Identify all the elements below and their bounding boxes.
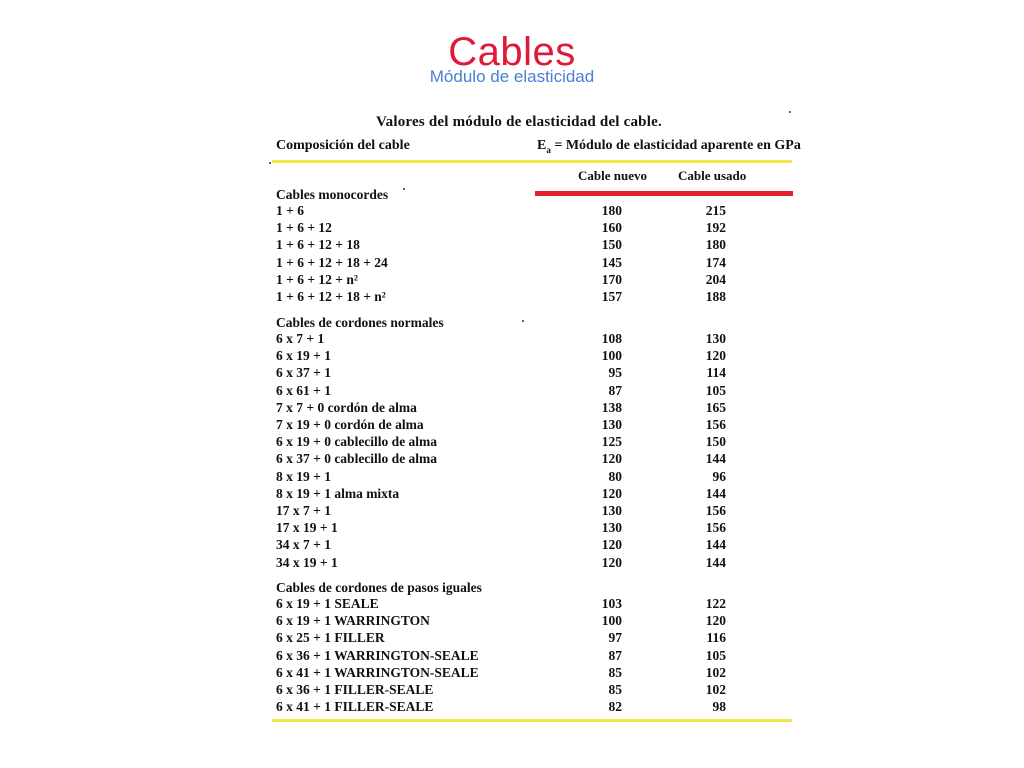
- table-row: [276, 451, 756, 468]
- composition-cell: 6 x 41 + 1 FILLER-SEALE: [276, 699, 434, 714]
- new-cable-value: 150: [601, 237, 622, 252]
- modulus-description: = Módulo de elasticidad aparente en GPa: [550, 138, 801, 153]
- new-cable-value: 120: [601, 537, 622, 552]
- used-cable-value: 192: [705, 220, 726, 235]
- scan-speck: [269, 162, 271, 164]
- new-cable-value: 130: [601, 417, 622, 432]
- table-row: [276, 203, 756, 220]
- table-row: [276, 255, 756, 272]
- used-cable-value: 144: [705, 537, 726, 552]
- used-cable-value: 144: [705, 555, 726, 570]
- used-cable-value: 120: [705, 613, 726, 628]
- composition-cell: 6 x 19 + 1: [276, 348, 331, 363]
- used-cable-value: 105: [705, 383, 726, 398]
- used-cable-value: 180: [705, 237, 726, 252]
- table-row: [276, 348, 756, 365]
- new-cable-value: 87: [608, 648, 622, 663]
- new-cable-value: 180: [601, 203, 622, 218]
- table-title: Valores del módulo de elasticidad del cable.: [376, 114, 662, 130]
- table-row: [276, 331, 756, 348]
- composition-cell: 6 x 19 + 1 WARRINGTON: [276, 613, 430, 628]
- composition-cell: 6 x 41 + 1 WARRINGTON-SEALE: [276, 665, 479, 680]
- modulus-column-header: [537, 138, 801, 155]
- table-row: [276, 682, 756, 699]
- modulus-symbol: E: [537, 138, 547, 153]
- table-row: [276, 220, 756, 237]
- table-row: [276, 469, 756, 486]
- used-cable-value: 120: [705, 348, 726, 363]
- composition-cell: 1 + 6: [276, 203, 304, 218]
- used-cable-value: 156: [705, 417, 726, 432]
- new-cable-value: 85: [608, 665, 622, 680]
- table-row: [276, 630, 756, 647]
- used-cable-value: 215: [705, 203, 726, 218]
- composition-cell: 6 x 36 + 1 WARRINGTON-SEALE: [276, 648, 479, 663]
- table-row: [276, 699, 756, 716]
- table-row: [276, 365, 756, 382]
- used-cable-value: 150: [705, 434, 726, 449]
- composition-cell: 6 x 7 + 1: [276, 331, 325, 346]
- new-cable-value: 120: [601, 451, 622, 466]
- new-cable-value: 85: [608, 682, 622, 697]
- table-row: [276, 520, 756, 537]
- used-cable-value: 98: [712, 699, 726, 714]
- new-cable-value: 82: [608, 699, 622, 714]
- composition-cell: 34 x 7 + 1: [276, 537, 331, 552]
- composition-cell: 17 x 7 + 1: [276, 503, 331, 518]
- used-cable-value: 114: [706, 365, 726, 380]
- footer-rule: [272, 719, 792, 722]
- table-row: [276, 596, 756, 613]
- new-cable-value: 170: [601, 272, 622, 287]
- header-rule: [272, 160, 792, 163]
- composition-cell: 7 x 19 + 0 cordón de alma: [276, 417, 424, 432]
- table-row: [276, 537, 756, 554]
- used-cable-value: 105: [705, 648, 726, 663]
- composition-cell: 6 x 61 + 1: [276, 383, 331, 398]
- used-cable-value: 204: [705, 272, 726, 287]
- table-row: [276, 400, 756, 417]
- composition-cell: 6 x 25 + 1 FILLER: [276, 630, 385, 645]
- new-cable-value: 108: [601, 331, 622, 346]
- table-row: [276, 503, 756, 520]
- modulus-subscript: a: [546, 144, 551, 155]
- used-cable-value: 174: [705, 255, 726, 270]
- new-cable-value: 100: [601, 613, 622, 628]
- new-cable-value: 160: [601, 220, 622, 235]
- new-cable-value: 120: [601, 486, 622, 501]
- used-cable-value: 188: [705, 289, 726, 304]
- table-row: [276, 272, 756, 289]
- table-row: [276, 555, 756, 572]
- used-cable-value: 130: [705, 331, 726, 346]
- composition-cell: 34 x 19 + 1: [276, 555, 338, 570]
- used-cable-value: 122: [705, 596, 726, 611]
- composition-cell: 17 x 19 + 1: [276, 520, 338, 535]
- table-row: [276, 383, 756, 400]
- composition-cell: 1 + 6 + 12 + 18 + n²: [276, 289, 386, 304]
- table-row: [276, 613, 756, 630]
- table-row: [276, 665, 756, 682]
- composition-cell: 8 x 19 + 1 alma mixta: [276, 486, 400, 501]
- used-cable-value: 102: [705, 682, 726, 697]
- new-cable-value: 87: [608, 383, 622, 398]
- new-cable-value: 120: [601, 555, 622, 570]
- new-cable-value: 100: [601, 348, 622, 363]
- scan-speck: [522, 320, 524, 322]
- group-label: Cables de cordones normales: [276, 315, 444, 330]
- composition-cell: 6 x 37 + 0 cablecillo de alma: [276, 451, 438, 466]
- composition-cell: 6 x 37 + 1: [276, 365, 331, 380]
- composition-cell: 8 x 19 + 1: [276, 469, 331, 484]
- group-label: Cables monocordes: [276, 187, 389, 202]
- new-cable-value: 80: [608, 469, 622, 484]
- used-cable-value: 116: [706, 630, 726, 645]
- new-cable-subheader: Cable nuevo: [578, 168, 647, 183]
- composition-cell: 1 + 6 + 12 + n²: [276, 272, 358, 287]
- slide-title: Cables: [448, 30, 576, 74]
- scan-speck: [403, 188, 405, 190]
- scan-speck: [789, 111, 791, 113]
- new-cable-value: 103: [601, 596, 622, 611]
- new-cable-value: 138: [601, 400, 622, 415]
- used-cable-value: 144: [705, 486, 726, 501]
- new-cable-value: 145: [601, 255, 622, 270]
- table-row: [276, 417, 756, 434]
- slide-subtitle: Módulo de elasticidad: [429, 67, 595, 86]
- new-cable-value: 130: [601, 503, 622, 518]
- used-cable-value: 102: [705, 665, 726, 680]
- composition-cell: 6 x 36 + 1 FILLER-SEALE: [276, 682, 434, 697]
- subheader-rule: [535, 191, 793, 196]
- group-label: Cables de cordones de pasos iguales: [276, 580, 482, 595]
- composition-cell: 1 + 6 + 12: [276, 220, 332, 235]
- composition-cell: 1 + 6 + 12 + 18 + 24: [276, 255, 388, 270]
- table-row: [276, 648, 756, 665]
- used-cable-value: 144: [705, 451, 726, 466]
- composition-cell: 6 x 19 + 1 SEALE: [276, 596, 379, 611]
- new-cable-value: 95: [608, 365, 622, 380]
- table-row: [276, 486, 756, 503]
- used-cable-value: 165: [705, 400, 726, 415]
- table-row: [276, 289, 756, 306]
- new-cable-value: 97: [608, 630, 622, 645]
- used-cable-value: 156: [705, 520, 726, 535]
- new-cable-value: 130: [601, 520, 622, 535]
- used-cable-value: 156: [705, 503, 726, 518]
- new-cable-value: 157: [601, 289, 622, 304]
- used-cable-value: 96: [712, 469, 726, 484]
- table-row: [276, 237, 756, 254]
- composition-column-header: Composición del cable: [276, 138, 410, 153]
- table-row: [276, 434, 756, 451]
- used-cable-subheader: Cable usado: [678, 168, 747, 183]
- new-cable-value: 125: [601, 434, 622, 449]
- composition-cell: 1 + 6 + 12 + 18: [276, 237, 360, 252]
- composition-cell: 6 x 19 + 0 cablecillo de alma: [276, 434, 438, 449]
- composition-cell: 7 x 7 + 0 cordón de alma: [276, 400, 417, 415]
